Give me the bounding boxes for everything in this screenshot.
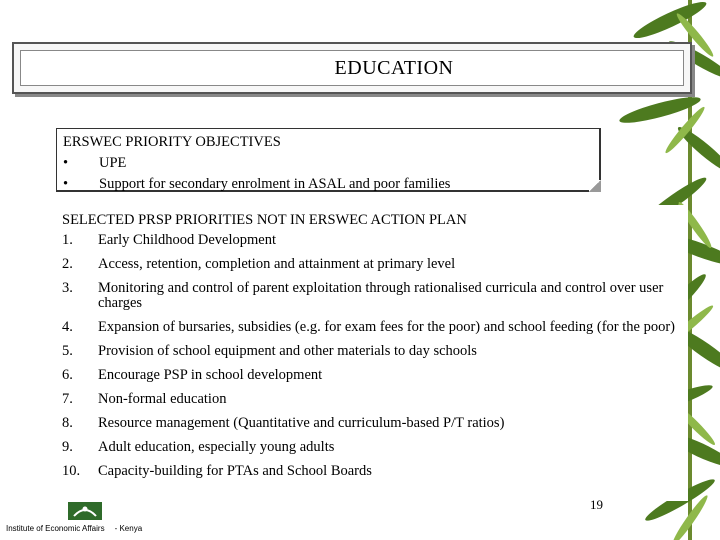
footer-institute: Institute of Economic Affairs xyxy=(6,524,105,533)
list-text: Adult education, especially young adults xyxy=(98,439,335,455)
list-text: Monitoring and control of parent exploitation through rationalised curricula and control over user charges xyxy=(98,280,664,311)
list-number: 6. xyxy=(62,367,73,383)
bullet-icon: • xyxy=(63,155,69,171)
list-text: Provision of school equipment and other materials to day schools xyxy=(98,343,477,359)
objectives-heading: ERSWEC PRIORITY OBJECTIVES xyxy=(63,134,281,150)
objective-item xyxy=(63,174,593,195)
list-item xyxy=(62,281,680,311)
plan-heading: SELECTED PRSP PRIORITIES NOT IN ERSWEC ACTION PLAN xyxy=(62,212,467,228)
list-number: 1. xyxy=(62,232,73,248)
objective-item xyxy=(63,153,593,174)
bullet-icon: • xyxy=(63,176,69,192)
list-number: 2. xyxy=(62,256,73,272)
institute-logo-icon xyxy=(68,502,102,520)
list-item xyxy=(62,392,680,407)
list-item xyxy=(62,320,680,335)
list-text: Capacity-building for PTAs and School Boards xyxy=(98,463,372,479)
list-text: Non-formal education xyxy=(98,391,227,407)
list-number: 8. xyxy=(62,415,73,431)
page-number: 19 xyxy=(590,497,603,512)
objectives-box xyxy=(56,128,601,192)
list-number: 9. xyxy=(62,439,73,455)
list-item xyxy=(62,368,680,383)
list-item xyxy=(62,416,680,431)
list-number: 4. xyxy=(62,319,73,335)
list-text: Access, retention, completion and attainment at primary level xyxy=(98,256,456,272)
list-text: Resource management (Quantitative and curriculum-based P/T ratios) xyxy=(98,415,505,431)
objective-text: UPE xyxy=(99,155,127,171)
page-title: EDUCATION xyxy=(334,56,454,79)
list-text: Encourage PSP in school development xyxy=(98,367,323,383)
page-fold-icon xyxy=(589,180,601,192)
list-number: 5. xyxy=(62,343,73,359)
list-item xyxy=(62,233,680,248)
objective-text: Support for secondary enrolment in ASAL and poor families xyxy=(99,176,451,192)
list-item xyxy=(62,257,680,272)
plan-section xyxy=(52,205,688,501)
list-text: Expansion of bursaries, subsidies (e.g. for exam fees for the poor) and school feeding (for the poor) xyxy=(98,319,676,335)
list-number: 7. xyxy=(62,391,73,407)
list-item xyxy=(62,440,680,455)
list-number: 3. xyxy=(62,280,73,296)
list-number: 10. xyxy=(62,463,81,479)
footer-country: - Kenya xyxy=(114,524,143,533)
list-text: Early Childhood Development xyxy=(98,232,276,248)
list-item xyxy=(62,344,680,359)
title-banner xyxy=(12,42,692,94)
list-item xyxy=(62,464,680,479)
footer xyxy=(6,524,142,533)
